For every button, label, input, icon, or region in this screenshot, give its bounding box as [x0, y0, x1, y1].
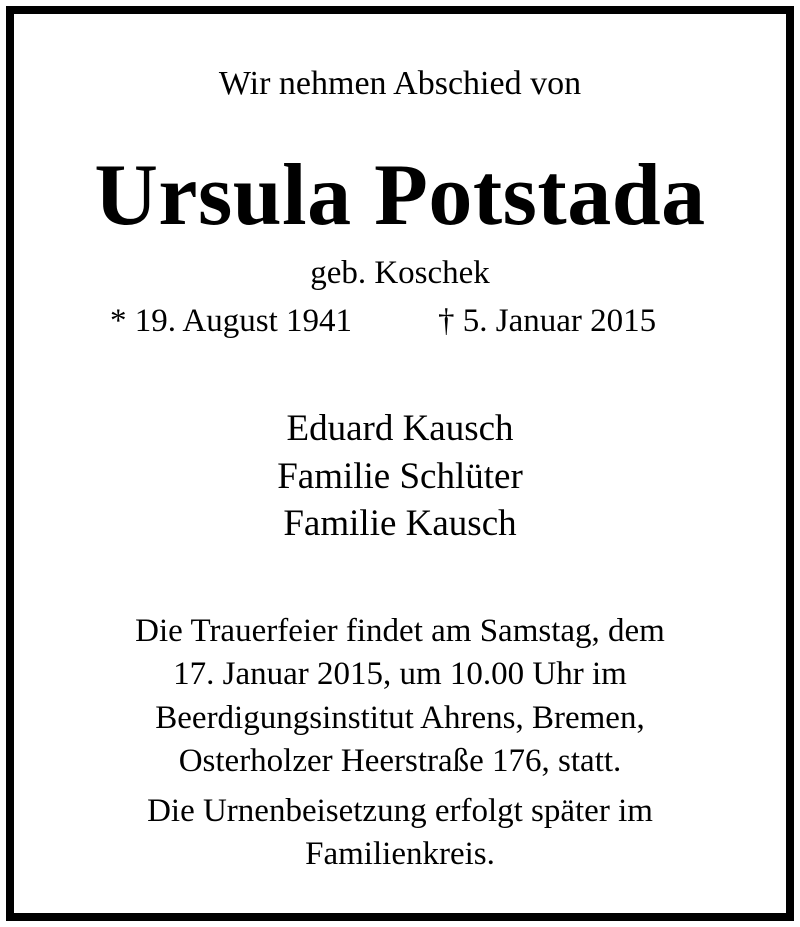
mourner-name: Eduard Kausch: [286, 408, 514, 449]
mourner-name: Familie Schlüter: [277, 456, 523, 497]
maiden-name: geb. Koschek: [310, 255, 490, 291]
death-date: † 5. Januar 2015: [438, 303, 657, 339]
ceremony-line: Die Trauerfeier findet am Samstag, dem: [135, 613, 665, 649]
burial-line: Familienkreis.: [305, 836, 495, 872]
deceased-name: Ursula Potstada: [94, 147, 706, 244]
mourner-name: Familie Kausch: [283, 503, 517, 544]
ceremony-line: 17. Januar 2015, um 10.00 Uhr im: [173, 656, 627, 692]
ceremony-line: Beerdigungsinstitut Ahrens, Bremen,: [155, 700, 645, 736]
birth-date: * 19. August 1941: [110, 303, 353, 339]
intro-text: Wir nehmen Abschied von: [218, 65, 582, 102]
burial-line: Die Urnenbeisetzung erfolgt später im: [147, 793, 653, 829]
ceremony-line: Osterholzer Heerstraße 176, statt.: [178, 743, 622, 779]
